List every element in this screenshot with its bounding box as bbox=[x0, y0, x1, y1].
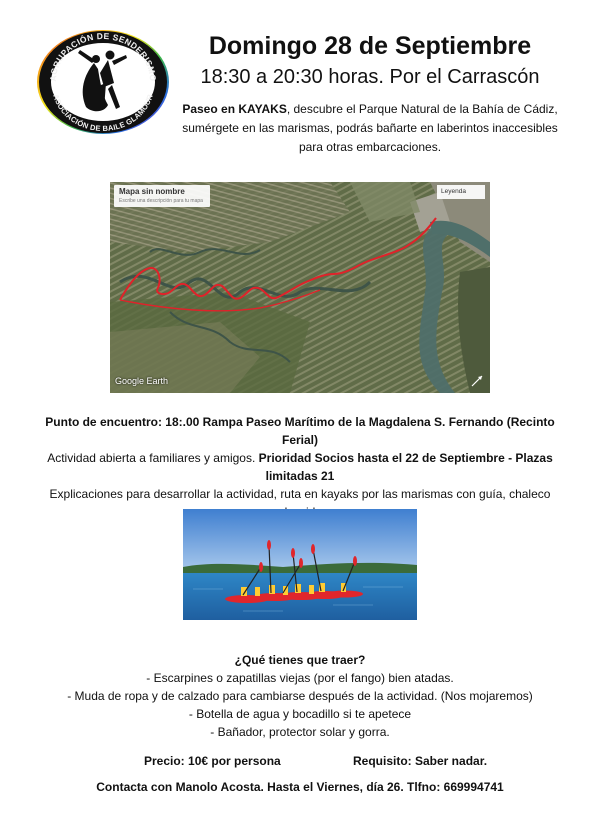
requirement-label: Requisito: Saber nadar. bbox=[353, 754, 488, 768]
club-logo bbox=[34, 25, 172, 135]
what-to-bring bbox=[40, 651, 560, 741]
bring-item: - Botella de agua y bocadillo si te apetece bbox=[188, 707, 412, 721]
map-description: Escribe una descripción para tu mapa bbox=[119, 198, 203, 204]
intro-paragraph bbox=[178, 100, 562, 157]
bring-item: - Escarpines o zapatillas viejas (por el fango) bien atadas. bbox=[146, 671, 454, 685]
map-title: Mapa sin nombre bbox=[119, 187, 185, 196]
bring-item: - Bañador, protector solar y gorra. bbox=[210, 725, 390, 739]
intro-lead: Paseo en KAYAKS bbox=[182, 102, 287, 116]
page-title: Domingo 28 de Septiembre bbox=[208, 32, 532, 60]
map-legend: Leyenda bbox=[437, 185, 485, 199]
logo-ring-top: AGRUPACIÓN DE SENDERISMO bbox=[47, 30, 159, 82]
event-time-place: 18:30 a 20:30 horas. Por el Carrascón bbox=[200, 66, 540, 88]
map-info-panel bbox=[114, 185, 210, 207]
explain-line-1: Explicaciones para desarrollar la actividad, ruta en kayaks por las marismas con guía, chaleco bbox=[49, 487, 551, 501]
kayak-photo bbox=[183, 509, 417, 620]
activity-line bbox=[30, 449, 570, 485]
logo-ring-bottom: ASOCIACIÓN DE BAILE GLAMOUR bbox=[51, 93, 155, 134]
priority-note: Prioridad Socios hasta el 22 de Septiembre - Plazas limitadas 21 bbox=[258, 451, 553, 483]
contact-line: Contacta con Manolo Acosta. Hasta el Viernes, día 26. Tlfno: 669994741 bbox=[96, 780, 504, 794]
intro-text: , descubre el Parque Natural de la Bahía de Cádiz, sumérgete en las marismas, podrás bañarte en laberintos inaccesibles para otras embarcaciones. bbox=[182, 102, 558, 154]
bring-heading: ¿Qué tienes que traer? bbox=[234, 653, 366, 667]
price-label: Precio: 10€ por persona bbox=[144, 754, 281, 768]
activity-open-text: Actividad abierta a familiares y amigos. bbox=[47, 451, 259, 465]
google-earth-watermark: Google Earth bbox=[115, 376, 169, 386]
bring-item: - Muda de ropa y de calzado para cambiarse después de la actividad. (Nos mojaremos) bbox=[67, 689, 533, 703]
compass-icon bbox=[470, 374, 484, 388]
meeting-point: Punto de encuentro: 18:.00 Rampa Paseo Marítimo de la Magdalena S. Fernando (Recinto Ferial) bbox=[45, 415, 555, 447]
route-map bbox=[110, 182, 490, 393]
